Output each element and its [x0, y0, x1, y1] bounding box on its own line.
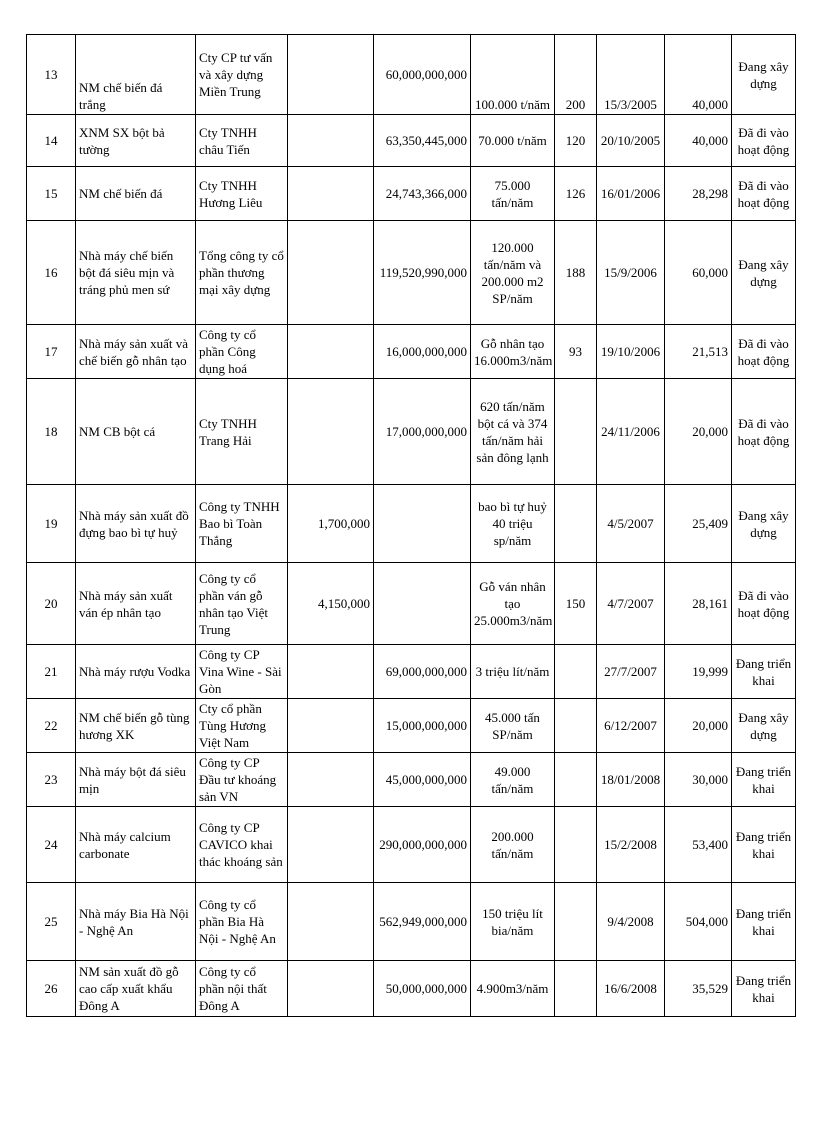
row-number: 15 — [27, 167, 76, 221]
table-row — [27, 167, 796, 221]
capacity: 120.000 tấn/năm và 200.000 m2 SP/năm — [471, 221, 555, 325]
row-number: 25 — [27, 883, 76, 961]
license-date: 6/12/2007 — [597, 699, 665, 753]
project-name: Nhà máy sản xuất và chế biến gỗ nhân tạo — [76, 325, 196, 379]
project-name: NM sản xuất đồ gỗ cao cấp xuất khẩu Đông A — [76, 961, 196, 1017]
project-status: Đang xây dựng — [732, 35, 796, 115]
project-status: Đang triển khai — [732, 807, 796, 883]
land-area: 53,400 — [665, 807, 732, 883]
row-number: 23 — [27, 753, 76, 807]
capital-vnd: 119,520,990,000 — [374, 221, 471, 325]
capacity: 4.900m3/năm — [471, 961, 555, 1017]
project-name: Nhà máy chế biến bột đá siêu mịn và tráng phủ men sứ — [76, 221, 196, 325]
license-date: 20/10/2005 — [597, 115, 665, 167]
project-status: Đã đi vào hoạt động — [732, 379, 796, 485]
capital-usd — [288, 699, 374, 753]
capital-usd — [288, 221, 374, 325]
project-name: Nhà máy bột đá siêu mịn — [76, 753, 196, 807]
capital-usd — [288, 379, 374, 485]
capital-vnd: 45,000,000,000 — [374, 753, 471, 807]
license-date: 4/7/2007 — [597, 563, 665, 645]
capacity: 150 triệu lít bia/năm — [471, 883, 555, 961]
table-row — [27, 379, 796, 485]
table-row — [27, 645, 796, 699]
land-area: 30,000 — [665, 753, 732, 807]
table-row — [27, 35, 796, 115]
table-row — [27, 563, 796, 645]
land-area: 504,000 — [665, 883, 732, 961]
project-name: NM chế biến đá — [76, 167, 196, 221]
capital-vnd: 24,743,366,000 — [374, 167, 471, 221]
row-number: 19 — [27, 485, 76, 563]
license-date: 15/2/2008 — [597, 807, 665, 883]
investor-name: Công ty cổ phần ván gỗ nhân tạo Việt Trung — [196, 563, 288, 645]
license-date: 9/4/2008 — [597, 883, 665, 961]
labor-count: 150 — [555, 563, 597, 645]
investor-name: Cty CP tư vấn và xây dựng Miền Trung — [196, 35, 288, 115]
row-number: 20 — [27, 563, 76, 645]
project-name: Nhà máy sản xuất ván ép nhân tạo — [76, 563, 196, 645]
land-area: 28,298 — [665, 167, 732, 221]
labor-count — [555, 807, 597, 883]
project-status: Đang triển khai — [732, 961, 796, 1017]
table-row — [27, 325, 796, 379]
license-date: 15/9/2006 — [597, 221, 665, 325]
capital-usd — [288, 883, 374, 961]
project-status: Đang triển khai — [732, 645, 796, 699]
project-status: Đang xây dựng — [732, 699, 796, 753]
license-date: 16/01/2006 — [597, 167, 665, 221]
project-name: Nhà máy sản xuất đồ đựng bao bì tự huỷ — [76, 485, 196, 563]
project-status: Đang triển khai — [732, 753, 796, 807]
capital-usd — [288, 35, 374, 115]
investor-name: Công ty cổ phần Công dụng hoá — [196, 325, 288, 379]
capital-usd: 4,150,000 — [288, 563, 374, 645]
project-name: Nhà máy Bia Hà Nội - Nghệ An — [76, 883, 196, 961]
labor-count: 200 — [555, 35, 597, 115]
project-name: NM CB bột cá — [76, 379, 196, 485]
capacity: 75.000 tấn/năm — [471, 167, 555, 221]
land-area: 40,000 — [665, 35, 732, 115]
table-row — [27, 753, 796, 807]
capital-usd — [288, 115, 374, 167]
row-number: 24 — [27, 807, 76, 883]
investor-name: Công ty CP Đầu tư khoáng sản VN — [196, 753, 288, 807]
table-row — [27, 883, 796, 961]
project-status: Đang xây dựng — [732, 221, 796, 325]
capacity: 620 tấn/năm bột cá và 374 tấn/năm hải sản đông lạnh — [471, 379, 555, 485]
license-date: 19/10/2006 — [597, 325, 665, 379]
capital-vnd: 50,000,000,000 — [374, 961, 471, 1017]
license-date: 18/01/2008 — [597, 753, 665, 807]
capital-vnd — [374, 563, 471, 645]
license-date: 24/11/2006 — [597, 379, 665, 485]
license-date: 27/7/2007 — [597, 645, 665, 699]
capital-vnd: 290,000,000,000 — [374, 807, 471, 883]
capacity: 70.000 t/năm — [471, 115, 555, 167]
row-number: 16 — [27, 221, 76, 325]
row-number: 14 — [27, 115, 76, 167]
labor-count — [555, 753, 597, 807]
investor-name: Công ty CP Vina Wine - Sài Gòn — [196, 645, 288, 699]
land-area: 28,161 — [665, 563, 732, 645]
capacity: bao bì tự huỷ 40 triệu sp/năm — [471, 485, 555, 563]
capital-vnd: 562,949,000,000 — [374, 883, 471, 961]
labor-count — [555, 883, 597, 961]
row-number: 17 — [27, 325, 76, 379]
project-name: NM chế biến đá trắng — [76, 35, 196, 115]
land-area: 20,000 — [665, 699, 732, 753]
table-row — [27, 807, 796, 883]
investor-name: Công ty cổ phần nội thất Đông A — [196, 961, 288, 1017]
labor-count — [555, 379, 597, 485]
project-status: Đã đi vào hoạt động — [732, 325, 796, 379]
license-date: 4/5/2007 — [597, 485, 665, 563]
investor-name: Công ty TNHH Bao bì Toàn Thắng — [196, 485, 288, 563]
land-area: 60,000 — [665, 221, 732, 325]
table-row — [27, 699, 796, 753]
project-table — [26, 34, 796, 1017]
capital-usd: 1,700,000 — [288, 485, 374, 563]
project-name: Nhà máy rượu Vodka — [76, 645, 196, 699]
project-name: XNM SX bột bả tường — [76, 115, 196, 167]
labor-count — [555, 699, 597, 753]
land-area: 20,000 — [665, 379, 732, 485]
row-number: 21 — [27, 645, 76, 699]
capacity: 100.000 t/năm — [471, 35, 555, 115]
table-row — [27, 221, 796, 325]
investor-name: Công ty CP CAVICO khai thác khoáng sản — [196, 807, 288, 883]
land-area: 21,513 — [665, 325, 732, 379]
investor-name: Cty TNHH Hương Liêu — [196, 167, 288, 221]
capacity: 45.000 tấn SP/năm — [471, 699, 555, 753]
capital-usd — [288, 753, 374, 807]
land-area: 25,409 — [665, 485, 732, 563]
capacity: Gỗ ván nhân tạo 25.000m3/năm — [471, 563, 555, 645]
row-number: 22 — [27, 699, 76, 753]
investor-name: Cty TNHH Trang Hải — [196, 379, 288, 485]
labor-count — [555, 485, 597, 563]
capacity: 3 triệu lít/năm — [471, 645, 555, 699]
investor-name: Cty cổ phần Tùng Hương Việt Nam — [196, 699, 288, 753]
labor-count: 93 — [555, 325, 597, 379]
capital-vnd: 15,000,000,000 — [374, 699, 471, 753]
project-name: NM chế biến gỗ tùng hương XK — [76, 699, 196, 753]
capital-usd — [288, 961, 374, 1017]
labor-count: 188 — [555, 221, 597, 325]
license-date: 15/3/2005 — [597, 35, 665, 115]
investor-name: Công ty cổ phần Bia Hà Nội - Nghệ An — [196, 883, 288, 961]
capital-vnd: 60,000,000,000 — [374, 35, 471, 115]
capital-vnd: 69,000,000,000 — [374, 645, 471, 699]
capital-usd — [288, 645, 374, 699]
land-area: 35,529 — [665, 961, 732, 1017]
project-status: Đã đi vào hoạt động — [732, 563, 796, 645]
table-row — [27, 115, 796, 167]
license-date: 16/6/2008 — [597, 961, 665, 1017]
investor-name: Cty TNHH châu Tiến — [196, 115, 288, 167]
capacity: 200.000 tấn/năm — [471, 807, 555, 883]
capacity: Gỗ nhân tạo 16.000m3/năm — [471, 325, 555, 379]
project-status: Đã đi vào hoạt động — [732, 115, 796, 167]
labor-count — [555, 645, 597, 699]
capital-vnd: 16,000,000,000 — [374, 325, 471, 379]
row-number: 26 — [27, 961, 76, 1017]
capital-usd — [288, 807, 374, 883]
project-status: Đã đi vào hoạt động — [732, 167, 796, 221]
capital-vnd: 63,350,445,000 — [374, 115, 471, 167]
project-status: Đang triển khai — [732, 883, 796, 961]
investor-name: Tổng công ty cổ phần thương mại xây dựng — [196, 221, 288, 325]
capacity: 49.000 tấn/năm — [471, 753, 555, 807]
project-status: Đang xây dựng — [732, 485, 796, 563]
capital-usd — [288, 167, 374, 221]
land-area: 40,000 — [665, 115, 732, 167]
project-name: Nhà máy calcium carbonate — [76, 807, 196, 883]
row-number: 18 — [27, 379, 76, 485]
capital-vnd — [374, 485, 471, 563]
labor-count: 120 — [555, 115, 597, 167]
labor-count — [555, 961, 597, 1017]
row-number: 13 — [27, 35, 76, 115]
capital-usd — [288, 325, 374, 379]
table-row — [27, 485, 796, 563]
labor-count: 126 — [555, 167, 597, 221]
land-area: 19,999 — [665, 645, 732, 699]
table-row — [27, 961, 796, 1017]
capital-vnd: 17,000,000,000 — [374, 379, 471, 485]
